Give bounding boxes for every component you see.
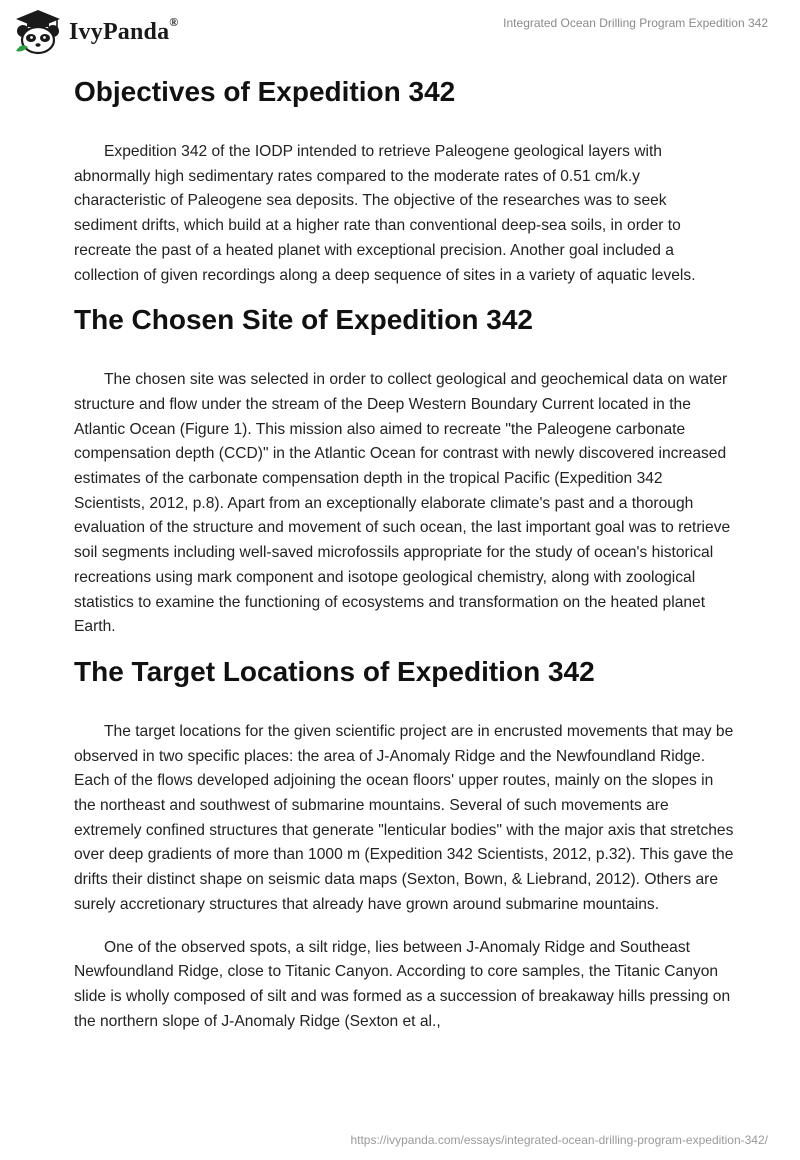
paragraph: One of the observed spots, a silt ridge, lies between J-Anomaly Ridge and Southeast Newfoundland Ridge, close to Titanic Canyon. According to core samples, the Titanic Canyon slide is wholly composed of silt and was formed as a succession of breakaway hills pressing on the northern slope of J-Anomaly Ridge (Sexton et al., (74, 938, 731, 1030)
section-heading: The Chosen Site of Expedition 342 (74, 304, 533, 336)
paragraph: The target locations for the given scientific project are in encrusted movements that may be observed in two specific places: the area of J-Anomaly Ridge and the Newfoundland Ridge. Each of the flows developed adjoining the ocean floors' upper routes, mainly on the slopes in the northeast and southwest of submarine mountains. Several of such movements are extremely confined structures that generate "lenticular bodies" with the major axis that stretches over deep gradients of more than 1000 m (Expedition 342 Scientists, 2012, p.32). This gave the drifts their distinct shape on seismic data maps (Sexton, Bown, & Liebrand, 2012). Others are surely accretionary structures that already have grown around submarine mountains. (74, 722, 734, 913)
source-url[interactable]: https://ivypanda.com/essays/integrated-ocean-drilling-program-expedition-342/ (350, 1133, 768, 1147)
registered-mark: ® (169, 14, 179, 29)
document-title: Integrated Ocean Drilling Program Expedition 342 (503, 16, 768, 30)
section-objectives (74, 70, 734, 288)
paragraph: The chosen site was selected in order to collect geological and geochemical data on water structure and flow under the stream of the Deep Western Boundary Current located in the Atlantic Ocean (Figure 1). This mission also aimed to recreate "the Paleogene carbonate compensation depth (CCD)" in the Atlantic Ocean for contrast with newly discovered increased estimates of the carbonate compensation depth in the tropical Pacific (Expedition 342 Scientists, 2012, p.8). Apart from an exceptionally elaborate climate's past and a thorough evaluation of the structure and movement of such ocean, the last important goal was to retrieve soil segments including well-saved microfossils appropriate for the study of ocean's historical recreations using mark component and isotope geological chemistry, along with zoological statistics to examine the functioning of ecosystems and transformation on the heated planet Earth. (74, 371, 731, 636)
section-heading: The Target Locations of Expedition 342 (74, 655, 595, 687)
section-chosen-site (74, 298, 734, 640)
brand-name: IvyPanda® (69, 14, 179, 45)
ivypanda-logo[interactable] (13, 9, 178, 55)
section-heading: Objectives of Expedition 342 (74, 76, 456, 107)
paragraph: Expedition 342 of the IODP intended to retrieve Paleogene geological layers with abnormally high sedimentary rates compared to the moderate rates of 0.51 cm/k.y characteristic of Paleogene sea deposits. The objective of the researches was to seek sediment drifts, which build at a higher rate than conventional deep-sea soils, in order to recreate the past of a heated planet with exceptional precision. Another goal included a collection of given recordings along a deep sequence of sites in a variety of aquatic levels. (74, 143, 696, 284)
section-target-locations (74, 650, 734, 1034)
page-header (0, 0, 800, 64)
panda-graduate-icon (13, 9, 63, 55)
article-body (74, 70, 734, 1044)
